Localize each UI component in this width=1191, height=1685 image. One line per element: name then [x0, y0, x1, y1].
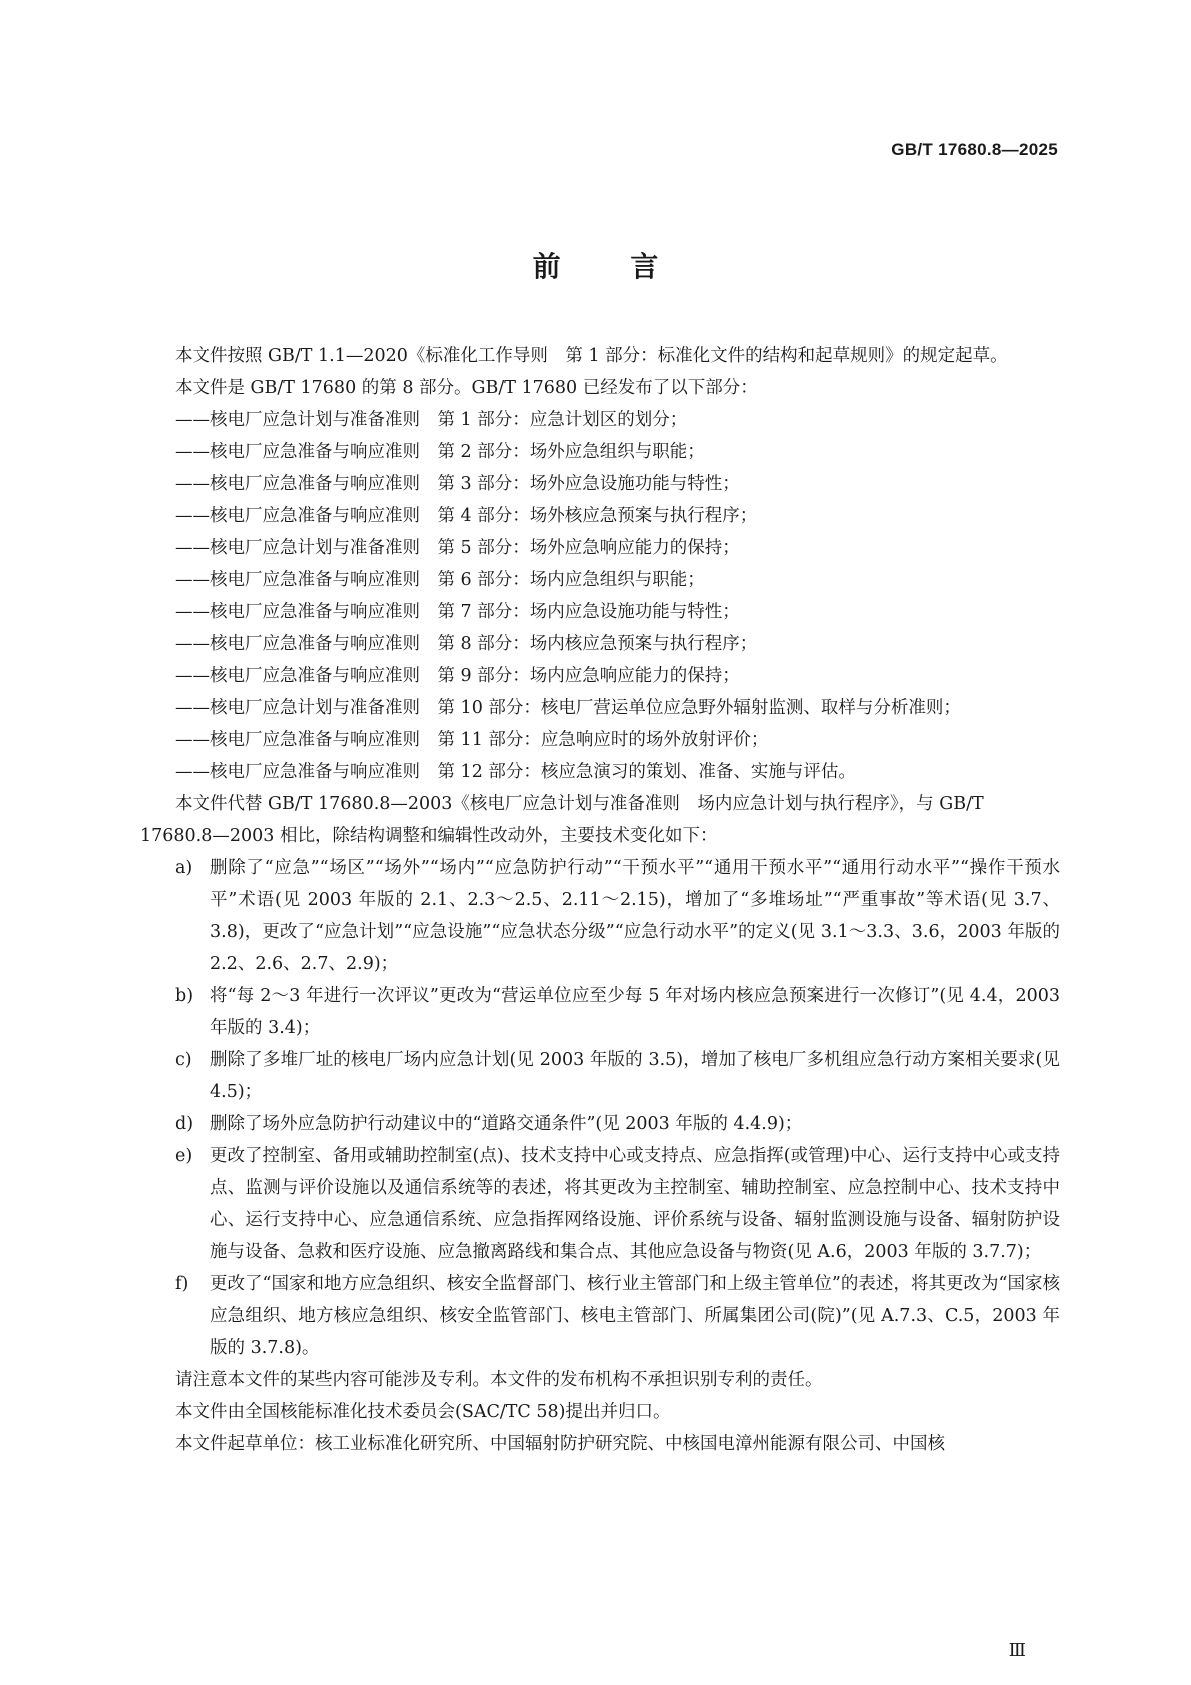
list-item: ——核电厂应急准备与响应准则 第 8 部分：场内核应急预案与执行程序； — [175, 634, 758, 654]
list-item: ——核电厂应急准备与响应准则 第 11 部分：应急响应时的场外放射评价； — [175, 730, 769, 750]
list-item: ——核电厂应急准备与响应准则 第 7 部分：场内应急设施功能与特性； — [175, 602, 740, 622]
list-item: ——核电厂应急准备与响应准则 第 4 部分：场外核应急预案与执行程序； — [175, 506, 758, 526]
list-item: ——核电厂应急计划与准备准则 第 1 部分：应急计划区的划分； — [175, 410, 688, 430]
change-text: 更改了控制室、备用或辅助控制室(点)、技术支持中心或支持点、应急指挥(或管理)中心、运行支持中心或支持点、监测与评价设施以及通信系统等的表述，将其更改为主控制室、辅助控制室、应急控制中心、技术支持中心、运行支持中心、应急通信系统、应急指挥网络设施、评价系统与设备、辐射监测设施与设备、辐射防护设施与设备、急救和医疗设施、应急撤离路线和集合点、其他应急设备与物资(见 A.6，2003 年版的 3.7.7)； — [210, 1146, 1060, 1262]
change-text: 删除了“应急”“场区”“场外”“场内”“应急防护行动”“干预水平”“通用干预水平”“通用行动水平”“操作干预水平”术语(见 2003 年版的 2.1、2.3～2.5、2.11～2.15)，增加了“多堆场址”“严重事故”等术语(见 3.7、3.8)，更改了“应急计划”“应急设施”“应急状态分级”“应急行动水平”的定义(见 3.1～3.3、3.6，2003 年版的 2.2、2.6、2.7、2.9)； — [210, 858, 1060, 974]
list-item: ——核电厂应急准备与响应准则 第 6 部分：场内应急组织与职能； — [175, 570, 705, 590]
change-text: 更改了“国家和地方应急组织、核安全监督部门、核行业主管部门和上级主管单位”的表述，将其更改为“国家核应急组织、地方核应急组织、核安全监管部门、核电主管部门、所属集团公司(院)”(见 A.7.3、C.5，2003 年版的 3.7.8)。 — [210, 1274, 1060, 1358]
change-item — [140, 980, 1060, 1044]
parts-list — [140, 404, 1060, 788]
change-item — [140, 1140, 1060, 1268]
intro-paragraph-drafting: 本文件按照 GB/T 1.1—2020《标准化工作导则 第 1 部分：标准化文件的结构和起草规则》的规定起草。 — [175, 346, 1008, 366]
section-title: 前 言 — [532, 250, 659, 283]
drafting-units: 本文件起草单位：核工业标准化研究所、中国辐射防护研究院、中核国电漳州能源有限公司、中国核 — [175, 1434, 945, 1454]
list-item: ——核电厂应急准备与响应准则 第 2 部分：场外应急组织与职能； — [175, 442, 705, 462]
change-item — [140, 1044, 1060, 1108]
change-label: a) — [175, 858, 193, 878]
patent-notice: 请注意本文件的某些内容可能涉及专利。本文件的发布机构不承担识别专利的责任。 — [175, 1370, 823, 1390]
document-code: GB/T 17680.8—2025 — [891, 140, 1058, 159]
change-item — [140, 852, 1060, 980]
foreword-body — [140, 340, 1060, 1460]
proposer-statement: 本文件由全国核能标准化技术委员会(SAC/TC 58)提出并归口。 — [175, 1402, 671, 1422]
change-label: f) — [175, 1274, 189, 1294]
change-text: 删除了多堆厂址的核电厂场内应急计划(见 2003 年版的 3.5)，增加了核电厂多机组应急行动方案相关要求(见 4.5)； — [210, 1050, 1060, 1102]
list-item: ——核电厂应急计划与准备准则 第 5 部分：场外应急响应能力的保持； — [175, 538, 740, 558]
changes-list — [140, 852, 1060, 1364]
change-label: b) — [175, 986, 194, 1006]
list-item: ——核电厂应急准备与响应准则 第 9 部分：场内应急响应能力的保持； — [175, 666, 740, 686]
change-label: d) — [175, 1114, 194, 1134]
list-item: ——核电厂应急准备与响应准则 第 3 部分：场外应急设施功能与特性； — [175, 474, 740, 494]
change-label: c) — [175, 1050, 192, 1070]
intro-paragraph-parts: 本文件是 GB/T 17680 的第 8 部分。GB/T 17680 已经发布了以下部分： — [175, 378, 758, 398]
change-text: 删除了场外应急防护行动建议中的“道路交通条件”(见 2003 年版的 4.4.9)； — [210, 1114, 803, 1134]
change-label: e) — [175, 1146, 193, 1166]
list-item: ——核电厂应急准备与响应准则 第 12 部分：核应急演习的策划、准备、实施与评估。 — [175, 762, 856, 782]
replacement-paragraph: 本文件代替 GB/T 17680.8—2003《核电厂应急计划与准备准则 场内应急计划与执行程序》，与 GB/T 17680.8—2003 相比，除结构调整和编辑性改动外，主要技术变化如下： — [140, 794, 984, 846]
list-item: ——核电厂应急计划与准备准则 第 10 部分：核电厂营运单位应急野外辐射监测、取样与分析准则； — [175, 698, 961, 718]
change-item — [140, 1108, 1060, 1140]
change-item — [140, 1268, 1060, 1364]
page-number: Ⅲ — [1008, 1640, 1026, 1661]
change-text: 将“每 2～3 年进行一次评议”更改为“营运单位应至少每 5 年对场内核应急预案进行一次修订”(见 4.4，2003 年版的 3.4)； — [210, 986, 1060, 1038]
